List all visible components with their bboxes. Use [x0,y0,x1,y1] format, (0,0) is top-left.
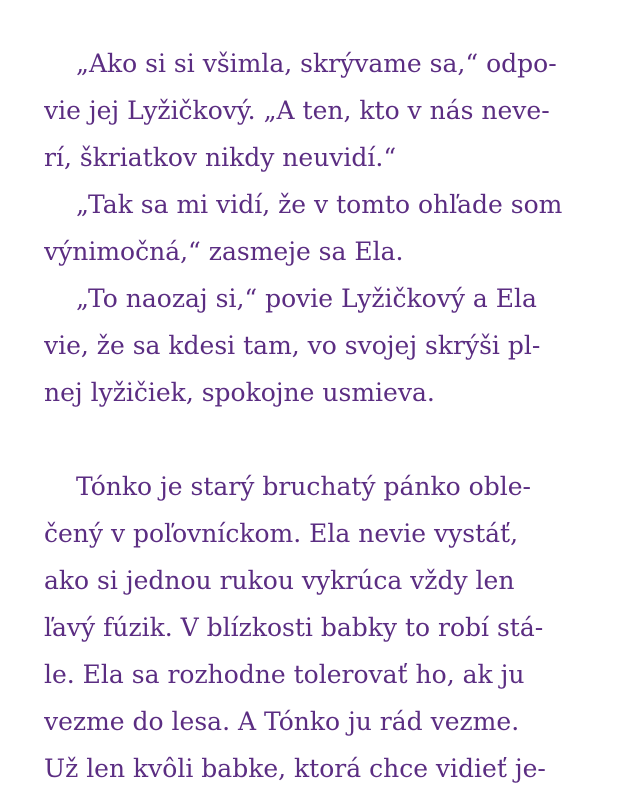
paragraph-gap [44,416,612,463]
text-line: vezme do lesa. A Tónko ju rád vezme. [44,707,520,736]
text-line: rí, škriatkov nikdy neuvidí.“ [44,143,397,172]
paragraph-4 [44,463,612,792]
text-line: Tónko je starý bruchatý pánko oble- [76,472,531,501]
text-line: „To naozaj si,“ povie Lyžičkový a Ela [76,284,537,313]
paragraph-2 [44,181,612,275]
text-line: vie, že sa kdesi tam, vo svojej skrýši pl- [44,331,541,360]
text-line: Už len kvôli babke, ktorá chce vidieť je- [44,754,546,783]
text-line: výnimočná,“ zasmeje sa Ela. [44,237,404,266]
text-line: vie jej Lyžičkový. „A ten, kto v nás neve- [44,96,550,125]
text-line: ľavý fúzik. V blízkosti babky to robí stá- [44,613,544,642]
text-line: nej lyžičiek, spokojne usmieva. [44,378,435,407]
text-line: „Tak sa mi vidí, že v tomto ohľade som [76,190,563,219]
text-line: le. Ela sa rozhodne tolerovať ho, ak ju [44,660,525,689]
paragraph-1 [44,40,612,181]
text-line: čený v poľovníckom. Ela nevie vystáť, [44,519,519,548]
text-line: ako si jednou rukou vykrúca vždy len [44,566,515,595]
paragraph-3 [44,275,612,416]
text-line: „Ako si si všimla, skrývame sa,“ odpo- [76,49,557,78]
